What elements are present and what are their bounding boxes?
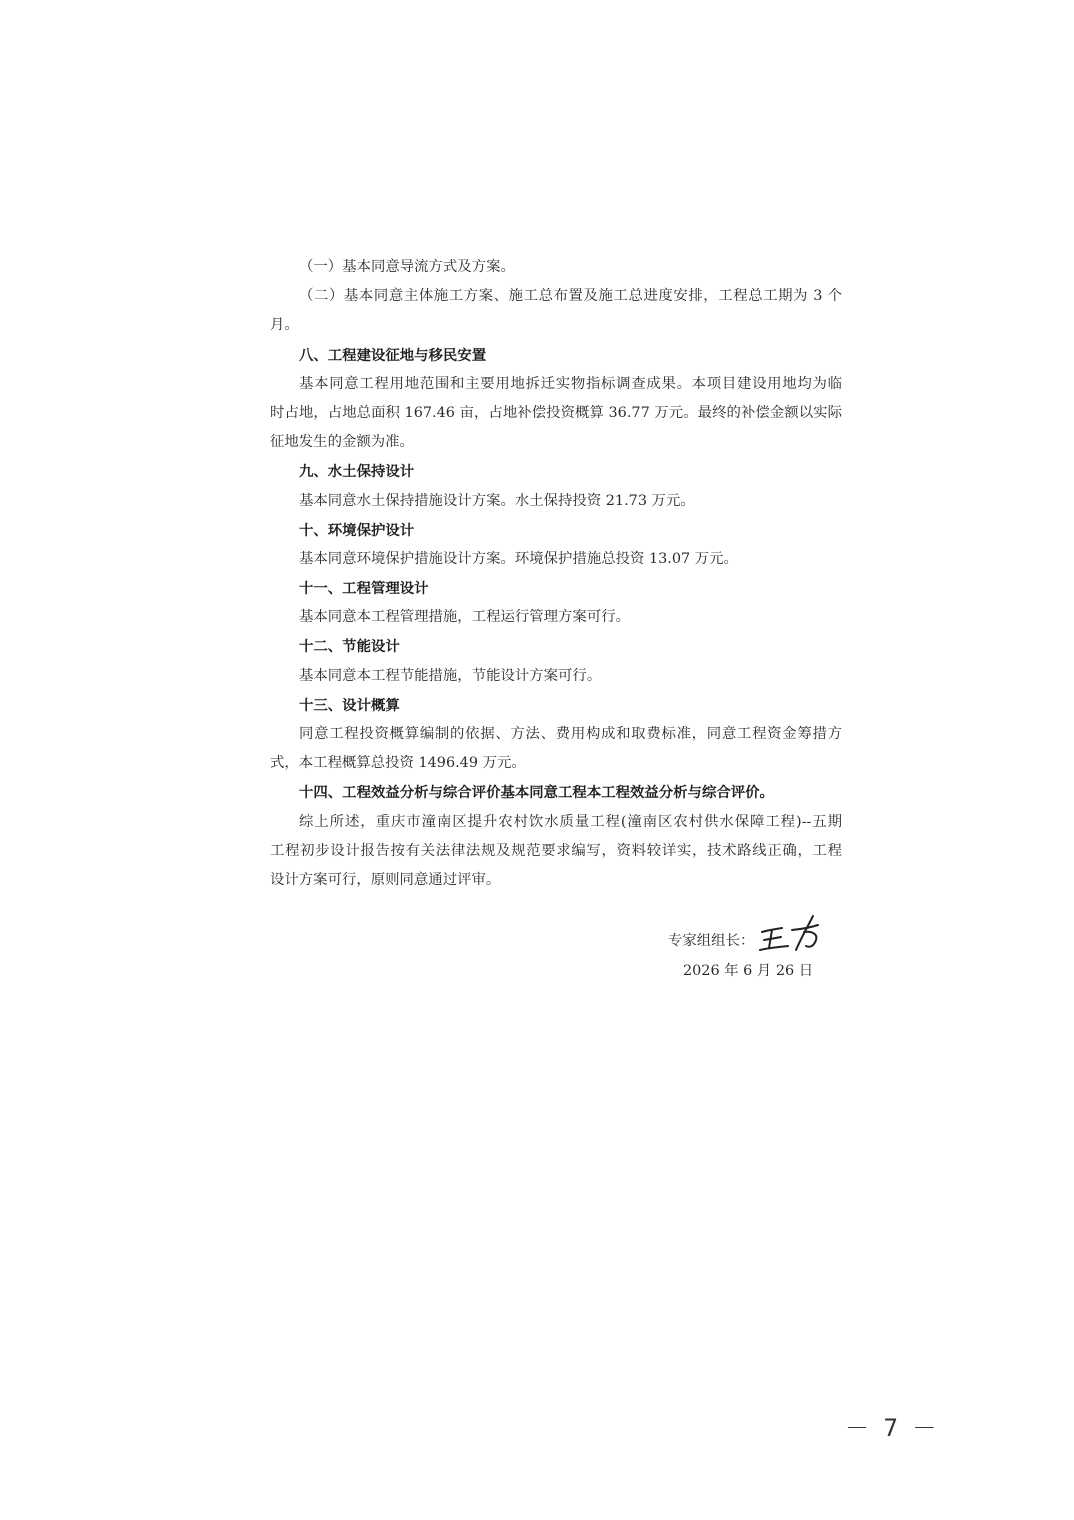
document-body xyxy=(270,253,842,895)
paragraph-line: 同意工程投资概算编制的依据、方法、费用构成和取费标准，同意工程资金筹措方 xyxy=(299,726,842,742)
paragraph-line: 时占地，占地总面积 167.46 亩，占地补偿投资概算 36.77 万元。最终的补偿金额以实际 xyxy=(270,404,842,421)
paragraph-line: （二）基本同意主体施工方案、施工总布置及施工总进度安排，工程总工期为 3 个 xyxy=(299,288,842,305)
paragraph-line: 基本同意环境保护措施设计方案。环境保护措施总投资 13.07 万元。 xyxy=(299,550,738,567)
section-heading: 十一、工程管理设计 xyxy=(299,580,429,598)
paragraph-line: 基本同意本工程节能措施，节能设计方案可行。 xyxy=(299,667,602,684)
section-heading: 十四、工程效益分析与综合评价基本同意工程本工程效益分析与综合评价。 xyxy=(299,784,774,802)
paragraph-line: 月。 xyxy=(270,317,299,334)
paragraph-line: 基本同意本工程管理措施，工程运行管理方案可行。 xyxy=(299,609,630,626)
section-heading: 十二、节能设计 xyxy=(299,638,400,656)
section-heading: 十三、设计概算 xyxy=(299,696,400,714)
handwritten-signature xyxy=(758,910,830,960)
paragraph-line: 征地发生的金额为准。 xyxy=(270,434,414,451)
paragraph-line: 基本同意水土保持措施设计方案。水土保持投资 21.73 万元。 xyxy=(299,492,695,509)
paragraph-line: 工程初步设计报告按有关法律法规及规范要求编写，资料较详实，技术路线正确，工程 xyxy=(270,842,842,859)
paragraph-line: 式，本工程概算总投资 1496.49 万元。 xyxy=(270,755,526,772)
signature-block xyxy=(650,910,850,990)
page-number: － 7 － xyxy=(845,1414,937,1442)
paragraph-line: （一）基本同意导流方式及方案。 xyxy=(299,259,515,275)
signature-label: 专家组组长： xyxy=(668,933,755,949)
signature-date: 2026 年 6 月 26 日 xyxy=(683,963,814,979)
section-heading: 九、水土保持设计 xyxy=(299,463,415,481)
paragraph-line: 设计方案可行，原则同意通过评审。 xyxy=(270,871,501,888)
paragraph-line: 综上所述，重庆市潼南区提升农村饮水质量工程(潼南区农村供水保障工程)--五期 xyxy=(299,813,842,830)
section-heading: 八、工程建设征地与移民安置 xyxy=(299,346,487,364)
paragraph-line: 基本同意工程用地范围和主要用地拆迁实物指标调查成果。本项目建设用地均为临 xyxy=(299,375,842,392)
section-heading: 十、环境保护设计 xyxy=(299,521,415,539)
